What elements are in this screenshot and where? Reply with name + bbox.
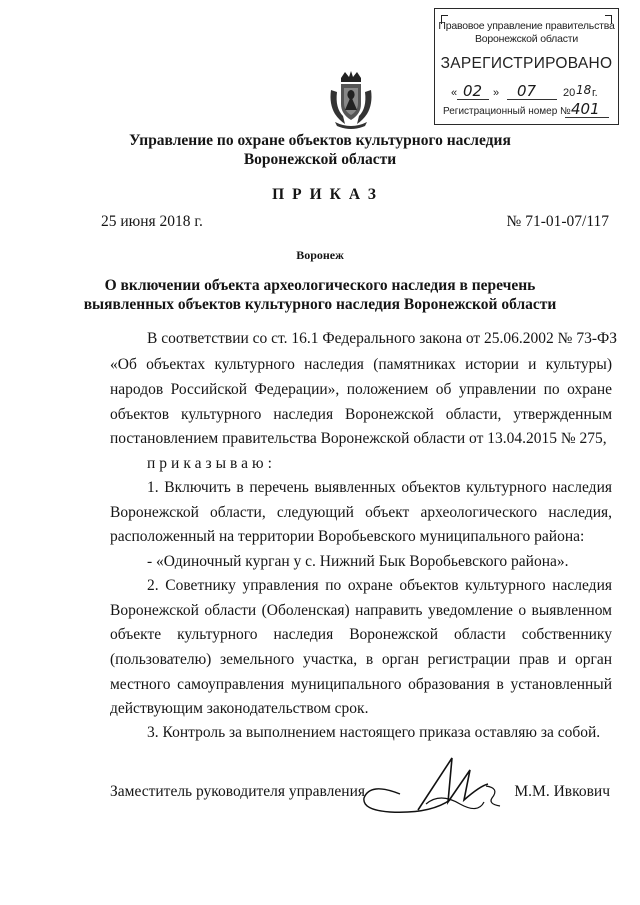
body-line: (пользователю) земельного участка, в орган регистрации прав и орган xyxy=(110,651,612,668)
stamp-date-year: 18 xyxy=(576,83,592,97)
stamp-reg-number-label: Регистрационный номер № xyxy=(443,106,571,117)
stamp-date-month: 07 xyxy=(517,82,537,100)
document-city: Воронеж xyxy=(296,248,344,262)
body-line: 3. Контроль за выполнением настоящего приказа оставляю за собой. xyxy=(147,724,601,741)
stamp-line-1: Правовое управление правительства xyxy=(438,20,615,32)
stamp-registered: ЗАРЕГИСТРИРОВАНО xyxy=(440,55,613,72)
handwritten-signature xyxy=(360,752,530,822)
document-date: 25 июня 2018 г. xyxy=(101,213,203,230)
body-line: объекте культурного наследия Воронежской области собственнику xyxy=(110,626,612,643)
body-line: 1. Включить в перечень выявленных объектов культурного наследия xyxy=(147,479,612,496)
body-line: действующим законодательством срок. xyxy=(110,700,369,717)
body-line: В соответствии со ст. 16.1 Федерального закона от 25.06.2002 № 73-ФЗ xyxy=(147,330,618,347)
document-type: ПРИКАЗ xyxy=(272,186,384,203)
signatory-name: М.М. Ивкович xyxy=(514,783,610,800)
body-line: народов Российской Федерации», положением об управлении по охране xyxy=(110,381,612,398)
signatory-position: Заместитель руководителя управления xyxy=(110,783,366,800)
stamp-date-suffix: г. xyxy=(592,87,598,99)
body-line: объектов культурного наследия Воронежской области, утвержденным xyxy=(110,406,612,423)
subject-line-2: выявленных объектов культурного наследия Воронежской области xyxy=(83,296,557,313)
body-line: Воронежской области (Оболенская) направить уведомление о выявленном xyxy=(110,602,612,619)
body-line: расположенный на территории Воробьевского муниципального района: xyxy=(110,528,585,545)
stamp-date-year-prefix: 20 xyxy=(563,87,576,99)
stamp-line-2: Воронежской области xyxy=(474,33,579,45)
body-line: 2. Советнику управления по охране объектов культурного наследия xyxy=(147,577,612,594)
document-number: № 71-01-07/117 xyxy=(506,213,609,230)
body-line: Воронежской области, следующий объект археологического наследия, xyxy=(110,504,612,521)
registration-stamp xyxy=(434,8,619,125)
stamp-reg-number xyxy=(443,100,613,118)
org-name-line-1: Управление по охране объектов культурного наследия xyxy=(129,132,511,149)
body-line: - «Одиночный курган у с. Нижний Бык Воробьевского района». xyxy=(147,553,569,570)
subject-line-1: О включении объекта археологического наследия в перечень xyxy=(104,277,536,294)
stamp-reg-number-value: 401 xyxy=(571,100,600,118)
body-line: «Об объектах культурного наследия (памятниках истории и культуры) xyxy=(110,356,612,373)
body-line: постановлением правительства Воронежской области от 13.04.2015 № 275, xyxy=(110,430,607,447)
body-line: местного самоуправления муниципального образования в установленный xyxy=(110,676,612,693)
body-line-order-word: приказываю: xyxy=(147,455,276,472)
coat-of-arms-icon xyxy=(327,70,375,130)
stamp-date: « 02 » 07 20 18 г. xyxy=(451,82,598,100)
stamp-date-day: 02 xyxy=(463,82,483,100)
org-name-line-2: Воронежской области xyxy=(243,151,397,168)
